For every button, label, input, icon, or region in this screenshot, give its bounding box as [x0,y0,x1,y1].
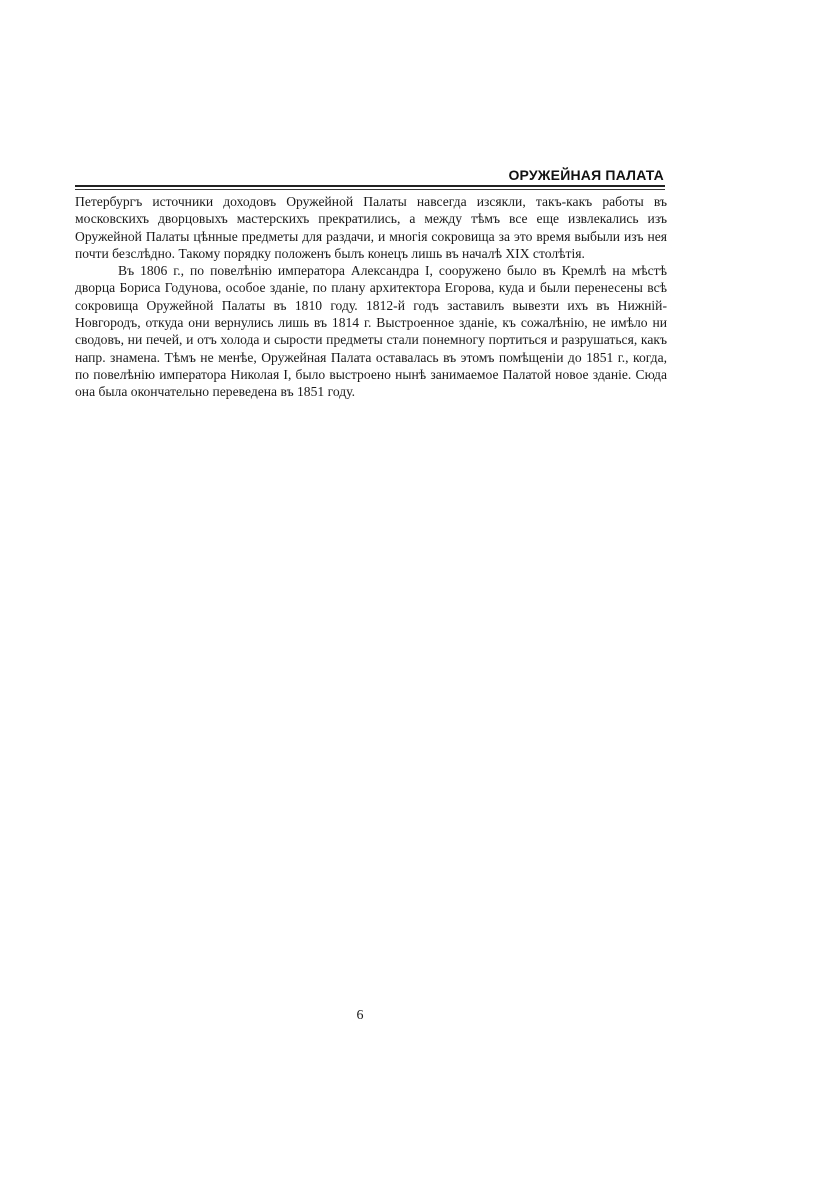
header-rule-thin [75,189,665,190]
running-header [75,166,665,190]
page-number: 6 [356,1008,364,1023]
paragraph: Въ 1806 г., по повелѣнію императора Александра I, сооружено было въ Кремлѣ на мѣстѣ дворца Бориса Годунова, особое зданіе, по плану архитектора Егорова, куда и были перенесены всѣ сокровища Оружейной Палаты въ 1810 году. 1812-й годъ заставилъ вывезти ихъ въ Нижній-Новгородъ, откуда они вернулись лишь въ 1814 г. Выстроенное зданіе, къ сожалѣнію, не имѣло ни сводовъ, ни печей, и отъ холода и сырости предметы стали понемногу портиться и разрушаться, какъ напр. знамена. Тѣмъ не менѣе, Оружейная Палата оставалась въ этомъ помѣщеніи до 1851 г., когда, по повелѣнію императора Николая I, было выстроено нынѣ занимаемое Палатой новое зданіе. Сюда она была окончательно переведена въ 1851 году. [75,263,667,400]
body-text [75,193,667,401]
header-rule-thick [75,185,665,187]
header-title: ОРУЖЕЙНАЯ ПАЛАТА [508,167,664,183]
paragraph-continued: Петербургъ источники доходовъ Оружейной Палаты навсегда изсякли, такъ-какъ работы въ московскихъ дворцовыхъ мастерскихъ прекратились, а между тѣмъ все еще извлекались изъ Оружейной Палаты цѣнные предметы для раздачи, и многія сокровища за это время выбыли изъ нея почти безслѣдно. Такому порядку положенъ былъ конецъ лишь въ началѣ XIX столѣтія. [75,194,667,261]
